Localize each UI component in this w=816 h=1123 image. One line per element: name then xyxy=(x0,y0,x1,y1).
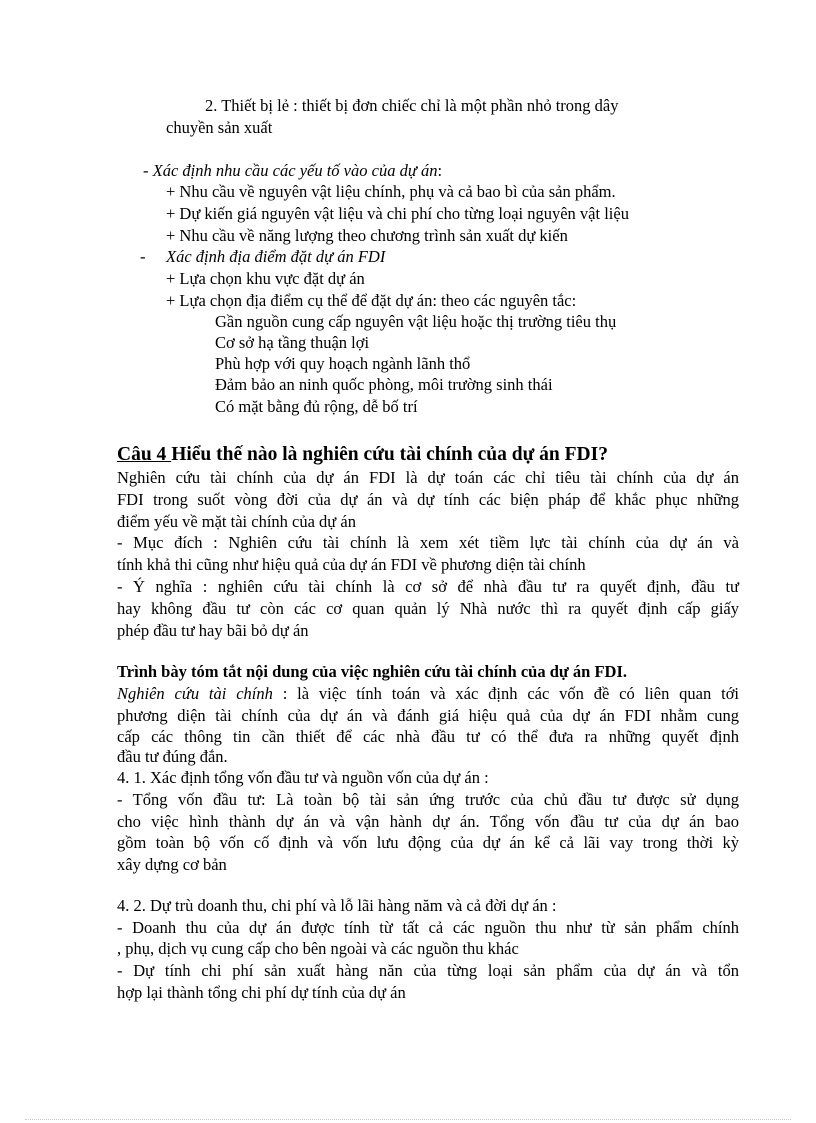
principle-item: Có mặt bằng đủ rộng, dễ bố trí xyxy=(215,397,418,416)
section-4-2-line: , phụ, dịch vụ cung cấp cho bên ngoài và các nguồn thu khác xyxy=(117,939,519,958)
page-bottom-border xyxy=(25,1119,791,1120)
meaning-line: hay không đầu tư còn các cơ quan quản lý Nhà nước thì ra quyết định cấp giấy xyxy=(117,599,739,618)
principle-item: Cơ sở hạ tầng thuận lợi xyxy=(215,333,370,352)
summary-intro-line: phương diện tài chính của dự án và đánh giá hiệu quả của dự án FDI nhằm cung xyxy=(117,706,739,725)
section-4-1-title: 4. 1. Xác định tổng vốn đầu tư và nguồn vốn của dự án : xyxy=(117,768,489,787)
summary-intro-line: Nghiên cứu tài chính : là việc tính toán và xác định các vốn đề có liên quan tới xyxy=(117,684,739,703)
purpose-line: - Mục đích : Nghiên cứu tài chính là xem xét tiềm lực tài chính của dự án và xyxy=(117,533,739,552)
section-4-2-line: hợp lại thành tổng chi phí dự tính của dự án xyxy=(117,983,406,1002)
section-4-2-title: 4. 2. Dự trù doanh thu, chi phí và lỗ lãi hàng năm và cả đời dự án : xyxy=(117,896,557,915)
summary-intro-line: cấp các thông tin cần thiết để các nhà đầu tư có thể đưa ra những quyết định xyxy=(117,727,739,746)
location-item: + Lựa chọn khu vực đặt dự án xyxy=(166,269,365,288)
section-4-2-line: - Dự tính chi phí sản xuất hàng năn của từng loại sản phẩm của dự án và tổn xyxy=(117,961,739,980)
location-title: Xác định địa điểm đặt dự án FDI xyxy=(166,247,386,266)
definition-line: điểm yếu về mặt tài chính của dự án xyxy=(117,512,356,531)
location-item: + Lựa chọn địa điểm cụ thể để đặt dự án: theo các nguyên tắc: xyxy=(166,291,577,310)
question-4-label: Câu 4 xyxy=(117,444,172,465)
location-bullet: - xyxy=(140,247,146,266)
inputs-item: + Nhu cầu về nguyên vật liệu chính, phụ và cả bao bì của sản phẩm. xyxy=(166,182,616,201)
inputs-item: + Nhu cầu về năng lượng theo chương trình sản xuất dự kiến xyxy=(166,226,568,245)
summary-title: Trình bày tóm tắt nội dung của việc nghiên cứu tài chính của dự án FDI. xyxy=(117,662,627,681)
principle-item: Phù hợp với quy hoạch ngành lãnh thổ xyxy=(215,354,471,373)
equipment-line-2: chuyền sản xuất xyxy=(166,118,273,137)
section-4-1-line: - Tổng vốn đầu tư: Là toàn bộ tài sản ứng trước của chủ đầu tư được sử dụng xyxy=(117,790,739,809)
inputs-title: - Xác định nhu cầu các yếu tố vào của dự án: xyxy=(143,161,443,180)
purpose-line: tính khả thi cũng như hiệu quả của dự án FDI về phương diện tài chính xyxy=(117,555,586,574)
section-4-1-line: gồm toàn bộ vốn cố định và vốn lưu động của dự án kể cả lãi vay trong thời kỳ xyxy=(117,833,739,852)
question-4-heading xyxy=(117,442,608,468)
summary-intro-line: đầu tư đúng đắn. xyxy=(117,747,228,766)
principle-item: Gần nguồn cung cấp nguyên vật liệu hoặc thị trường tiêu thụ xyxy=(215,312,617,331)
section-4-1-line: xây dựng cơ bản xyxy=(117,855,227,874)
meaning-line: phép đầu tư hay bãi bỏ dự án xyxy=(117,621,309,640)
principle-item: Đảm bảo an ninh quốc phòng, môi trường sinh thái xyxy=(215,375,553,394)
section-4-1-line: cho việc hình thành dự án và vận hành dự án. Tổng vốn đầu tư của dự án bao xyxy=(117,812,739,831)
meaning-line: - Ý nghĩa : nghiên cứu tài chính là cơ sở để nhà đầu tư ra quyết định, đầu tư xyxy=(117,577,739,596)
question-4-title: Hiểu thế nào là nghiên cứu tài chính của dự án FDI? xyxy=(171,444,608,465)
definition-line: FDI trong suốt vòng đời của dự án và dự tính các biện pháp để khắc phục những xyxy=(117,490,739,509)
equipment-line-1: 2. Thiết bị lẻ : thiết bị đơn chiếc chỉ là một phần nhỏ trong dây xyxy=(205,96,619,115)
inputs-item: + Dự kiến giá nguyên vật liệu và chi phí cho từng loại nguyên vật liệu xyxy=(166,204,629,223)
definition-line: Nghiên cứu tài chính của dự án FDI là dự toán các chỉ tiêu tài chính của dự án xyxy=(117,468,739,487)
section-4-2-line: - Doanh thu của dự án được tính từ tất cả các nguồn thu như từ sản phẩm chính xyxy=(117,918,739,937)
